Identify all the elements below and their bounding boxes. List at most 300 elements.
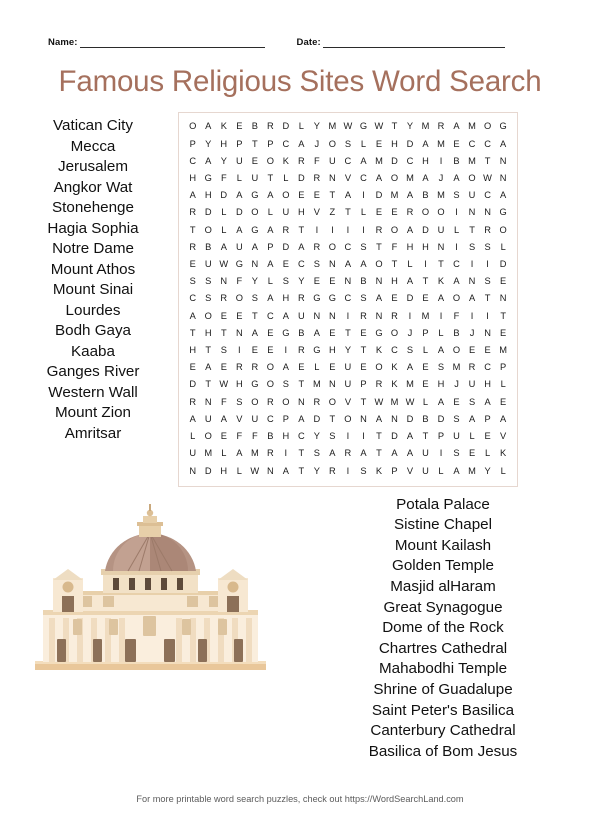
letter-cell[interactable]: E <box>236 310 243 321</box>
letter-cell[interactable]: E <box>422 293 429 304</box>
letter-cell[interactable]: A <box>189 310 196 321</box>
letter-cell[interactable]: U <box>344 379 352 390</box>
letter-cell[interactable]: L <box>484 448 491 459</box>
letter-cell[interactable]: B <box>453 155 460 166</box>
letter-cell[interactable]: M <box>390 190 399 201</box>
letter-cell[interactable]: L <box>500 379 506 390</box>
letter-cell[interactable]: A <box>298 241 305 252</box>
letter-cell[interactable]: T <box>205 379 212 390</box>
letter-cell[interactable]: E <box>484 431 491 442</box>
letter-cell[interactable]: V <box>406 465 414 476</box>
letter-cell[interactable]: H <box>204 327 212 338</box>
letter-cell[interactable]: E <box>251 155 258 166</box>
letter-cell[interactable]: C <box>484 190 491 201</box>
letter-cell[interactable]: D <box>204 207 212 218</box>
letter-cell[interactable]: I <box>346 431 350 442</box>
letter-cell[interactable]: A <box>406 448 414 459</box>
letter-cell[interactable]: N <box>329 259 336 270</box>
letter-cell[interactable]: N <box>220 276 228 287</box>
letter-cell[interactable]: R <box>360 310 367 321</box>
letter-cell[interactable]: A <box>391 448 398 459</box>
letter-cell[interactable]: S <box>360 293 367 304</box>
letter-cell[interactable]: O <box>499 224 507 235</box>
letter-cell[interactable]: S <box>205 276 212 287</box>
letter-cell[interactable]: U <box>282 207 290 218</box>
letter-cell[interactable]: S <box>251 293 258 304</box>
letter-cell[interactable]: E <box>422 379 429 390</box>
letter-cell[interactable]: A <box>500 138 507 149</box>
letter-cell[interactable]: Y <box>220 155 227 166</box>
letter-cell[interactable]: H <box>422 155 429 166</box>
letter-cell[interactable]: L <box>267 276 273 287</box>
letter-cell[interactable]: E <box>313 276 320 287</box>
letter-cell[interactable]: O <box>251 396 259 407</box>
letter-cell[interactable]: N <box>360 413 367 424</box>
letter-cell[interactable]: L <box>360 207 367 218</box>
letter-cell[interactable]: J <box>314 138 320 149</box>
letter-cell[interactable]: S <box>484 241 491 252</box>
letter-cell[interactable]: F <box>236 276 243 287</box>
letter-cell[interactable]: L <box>267 207 273 218</box>
letter-cell[interactable]: T <box>376 448 382 459</box>
letter-cell[interactable]: T <box>267 173 274 184</box>
letter-cell[interactable]: R <box>375 379 383 390</box>
letter-cell[interactable]: A <box>468 293 476 304</box>
letter-cell[interactable]: O <box>452 345 461 356</box>
letter-cell[interactable]: S <box>220 345 227 356</box>
letter-cell[interactable]: J <box>454 379 459 390</box>
letter-cell[interactable]: U <box>422 465 429 476</box>
letter-cell[interactable]: U <box>298 310 305 321</box>
date-field[interactable] <box>297 36 505 48</box>
letter-cell[interactable]: L <box>407 259 413 270</box>
letter-cell[interactable]: I <box>439 310 443 321</box>
letter-cell[interactable]: Z <box>329 207 336 218</box>
letter-cell[interactable]: C <box>298 431 305 442</box>
letter-cell[interactable]: G <box>375 327 383 338</box>
letter-cell[interactable]: S <box>484 276 491 287</box>
letter-cell[interactable]: A <box>329 448 336 459</box>
letter-cell[interactable]: A <box>453 121 460 132</box>
letter-cell[interactable]: O <box>437 207 445 218</box>
letter-cell[interactable]: O <box>452 293 461 304</box>
letter-cell[interactable]: A <box>375 293 383 304</box>
letter-cell[interactable]: A <box>406 224 414 235</box>
letter-cell[interactable]: E <box>360 362 367 373</box>
letter-cell[interactable]: D <box>313 413 321 424</box>
letter-cell[interactable]: F <box>220 173 227 184</box>
letter-cell[interactable]: H <box>484 379 491 390</box>
letter-cell[interactable]: A <box>484 396 491 407</box>
letter-cell[interactable]: M <box>406 173 414 184</box>
letter-cell[interactable]: H <box>391 276 398 287</box>
letter-cell[interactable]: L <box>360 138 367 149</box>
letter-cell[interactable]: O <box>375 259 383 270</box>
letter-cell[interactable]: A <box>375 413 383 424</box>
letter-cell[interactable]: N <box>329 173 336 184</box>
letter-cell[interactable]: K <box>375 465 383 476</box>
letter-cell[interactable]: T <box>298 465 305 476</box>
letter-cell[interactable]: L <box>283 173 289 184</box>
letter-cell[interactable]: W <box>374 396 384 407</box>
letter-cell[interactable]: U <box>251 173 259 184</box>
letter-cell[interactable]: E <box>298 190 305 201</box>
letter-cell[interactable]: I <box>439 155 443 166</box>
letter-cell[interactable]: R <box>266 396 274 407</box>
letter-cell[interactable]: I <box>408 310 412 321</box>
letter-cell[interactable]: T <box>360 345 367 356</box>
letter-cell[interactable]: M <box>421 310 430 321</box>
letter-cell[interactable]: R <box>406 207 414 218</box>
letter-cell[interactable]: A <box>375 173 383 184</box>
letter-cell[interactable]: C <box>484 138 491 149</box>
letter-cell[interactable]: Y <box>251 276 258 287</box>
letter-cell[interactable]: Y <box>298 276 305 287</box>
letter-cell[interactable]: L <box>438 465 444 476</box>
letter-cell[interactable]: E <box>360 327 367 338</box>
letter-cell[interactable]: N <box>344 276 352 287</box>
letter-cell[interactable]: S <box>468 396 476 407</box>
letter-cell[interactable]: T <box>298 448 305 459</box>
letter-cell[interactable]: E <box>375 207 383 218</box>
letter-cell[interactable]: G <box>359 121 368 132</box>
letter-cell[interactable]: F <box>391 241 398 252</box>
letter-cell[interactable]: N <box>375 276 383 287</box>
letter-cell[interactable]: H <box>235 379 243 390</box>
letter-cell[interactable]: E <box>500 396 507 407</box>
letter-cell[interactable]: L <box>190 431 196 442</box>
letter-cell[interactable]: S <box>313 448 320 459</box>
letter-cell[interactable]: T <box>189 327 196 338</box>
letter-cell[interactable]: W <box>219 259 229 270</box>
letter-cell[interactable]: A <box>220 413 227 424</box>
letter-cell[interactable]: M <box>204 448 213 459</box>
letter-cell[interactable]: A <box>251 241 258 252</box>
letter-cell[interactable]: T <box>251 138 258 149</box>
letter-cell[interactable]: G <box>313 293 321 304</box>
letter-cell[interactable]: C <box>189 293 197 304</box>
letter-cell[interactable]: J <box>438 173 444 184</box>
letter-cell[interactable]: D <box>406 138 414 149</box>
letter-cell[interactable]: M <box>452 362 461 373</box>
letter-cell[interactable]: D <box>499 259 507 270</box>
letter-cell[interactable]: N <box>484 207 491 218</box>
letter-cell[interactable]: I <box>486 259 489 270</box>
letter-cell[interactable]: O <box>266 362 274 373</box>
letter-cell[interactable]: I <box>362 431 365 442</box>
letter-cell[interactable]: T <box>438 259 444 270</box>
letter-cell[interactable]: O <box>204 431 212 442</box>
letter-cell[interactable]: C <box>344 155 352 166</box>
letter-cell[interactable]: E <box>391 293 398 304</box>
letter-cell[interactable]: E <box>329 327 336 338</box>
letter-cell[interactable]: L <box>469 431 475 442</box>
letter-cell[interactable]: N <box>391 413 398 424</box>
letter-cell[interactable]: O <box>251 207 259 218</box>
letter-cell[interactable]: N <box>235 327 243 338</box>
letter-cell[interactable]: M <box>421 121 430 132</box>
letter-cell[interactable]: Y <box>313 465 320 476</box>
letter-cell[interactable]: S <box>360 241 367 252</box>
letter-cell[interactable]: R <box>468 362 476 373</box>
letter-cell[interactable]: R <box>298 345 305 356</box>
letter-cell[interactable]: H <box>391 138 398 149</box>
letter-cell[interactable]: R <box>251 362 259 373</box>
letter-cell[interactable]: R <box>298 155 305 166</box>
letter-cell[interactable]: R <box>375 224 383 235</box>
letter-cell[interactable]: A <box>220 241 227 252</box>
letter-cell[interactable]: A <box>251 327 258 338</box>
letter-cell[interactable]: S <box>189 276 196 287</box>
letter-cell[interactable]: S <box>205 293 212 304</box>
letter-cell[interactable]: O <box>344 413 352 424</box>
letter-cell[interactable]: A <box>267 224 274 235</box>
letter-cell[interactable]: D <box>406 293 414 304</box>
letter-cell[interactable]: C <box>189 155 197 166</box>
letter-cell[interactable]: I <box>238 345 241 356</box>
letter-cell[interactable]: D <box>375 190 383 201</box>
letter-cell[interactable]: U <box>189 448 197 459</box>
letter-cell[interactable]: H <box>282 431 290 442</box>
letter-cell[interactable]: B <box>422 190 429 201</box>
letter-cell[interactable]: T <box>298 224 305 235</box>
letter-cell[interactable]: M <box>250 448 259 459</box>
letter-cell[interactable]: T <box>500 310 506 321</box>
letter-cell[interactable]: N <box>499 293 507 304</box>
letter-cell[interactable]: P <box>500 362 507 373</box>
letter-cell[interactable]: H <box>329 345 336 356</box>
letter-cell[interactable]: L <box>314 362 320 373</box>
letter-cell[interactable]: L <box>221 207 227 218</box>
letter-cell[interactable]: O <box>282 190 290 201</box>
letter-cell[interactable]: G <box>282 327 290 338</box>
letter-cell[interactable]: J <box>407 327 413 338</box>
letter-cell[interactable]: V <box>344 173 352 184</box>
letter-cell[interactable]: M <box>437 190 445 201</box>
letter-cell[interactable]: D <box>437 413 445 424</box>
letter-cell[interactable]: T <box>345 327 351 338</box>
letter-cell[interactable]: N <box>468 276 476 287</box>
letter-cell[interactable]: L <box>500 465 506 476</box>
letter-cell[interactable]: I <box>470 310 474 321</box>
letter-cell[interactable]: O <box>328 241 337 252</box>
letter-cell[interactable]: E <box>468 448 476 459</box>
letter-cell[interactable]: N <box>468 207 476 218</box>
letter-cell[interactable]: T <box>189 224 196 235</box>
letter-cell[interactable]: O <box>390 224 399 235</box>
letter-cell[interactable]: V <box>344 396 352 407</box>
letter-cell[interactable]: P <box>484 413 491 424</box>
letter-cell[interactable]: S <box>406 345 414 356</box>
letter-cell[interactable]: B <box>298 327 305 338</box>
letter-cell[interactable]: I <box>470 259 474 270</box>
letter-cell[interactable]: H <box>422 241 429 252</box>
letter-cell[interactable]: D <box>189 379 197 390</box>
letter-cell[interactable]: C <box>484 362 491 373</box>
letter-cell[interactable]: K <box>391 379 398 390</box>
letter-cell[interactable]: D <box>204 465 212 476</box>
letter-cell[interactable]: M <box>468 121 476 132</box>
letter-cell[interactable]: O <box>468 173 476 184</box>
letter-cell[interactable]: H <box>298 207 305 218</box>
letter-cell[interactable]: S <box>329 431 336 442</box>
letter-cell[interactable]: E <box>391 207 398 218</box>
letter-cell[interactable]: N <box>251 259 259 270</box>
letter-cell[interactable]: R <box>266 121 274 132</box>
letter-cell[interactable]: V <box>236 413 243 424</box>
letter-cell[interactable]: T <box>298 379 305 390</box>
letter-cell[interactable]: I <box>486 310 489 321</box>
letter-cell[interactable]: E <box>313 190 320 201</box>
letter-cell[interactable]: E <box>267 327 274 338</box>
letter-cell[interactable]: A <box>282 310 289 321</box>
letter-cell[interactable]: S <box>453 413 460 424</box>
letter-cell[interactable]: I <box>455 207 458 218</box>
letter-cell[interactable]: I <box>331 224 334 235</box>
letter-cell[interactable]: R <box>313 173 321 184</box>
letter-cell[interactable]: O <box>390 173 399 184</box>
letter-cell[interactable]: A <box>344 190 352 201</box>
letter-cell[interactable]: G <box>499 207 507 218</box>
letter-cell[interactable]: H <box>282 293 290 304</box>
letter-cell[interactable]: E <box>189 362 196 373</box>
letter-cell[interactable]: A <box>453 465 460 476</box>
letter-cell[interactable]: L <box>500 241 506 252</box>
letter-cell[interactable]: A <box>267 190 274 201</box>
letter-cell[interactable]: Y <box>205 138 212 149</box>
letter-cell[interactable]: T <box>251 310 258 321</box>
letter-cell[interactable]: L <box>298 121 304 132</box>
letter-cell[interactable]: L <box>236 173 242 184</box>
letter-cell[interactable]: A <box>313 327 320 338</box>
letter-cell[interactable]: Y <box>313 431 320 442</box>
letter-cell[interactable]: I <box>315 224 319 235</box>
letter-cell[interactable]: N <box>313 310 321 321</box>
letter-cell[interactable]: T <box>376 241 382 252</box>
letter-cell[interactable]: O <box>483 121 492 132</box>
letter-cell[interactable]: A <box>205 155 212 166</box>
letter-cell[interactable]: E <box>375 138 383 149</box>
letter-cell[interactable]: C <box>406 155 414 166</box>
letter-cell[interactable]: T <box>360 396 367 407</box>
letter-cell[interactable]: I <box>455 241 458 252</box>
letter-cell[interactable]: H <box>189 345 197 356</box>
letter-cell[interactable]: T <box>484 155 491 166</box>
letter-cell[interactable]: S <box>360 465 367 476</box>
letter-cell[interactable]: C <box>391 345 398 356</box>
letter-cell[interactable]: I <box>362 190 365 201</box>
letter-cell[interactable]: B <box>422 413 429 424</box>
letter-cell[interactable]: A <box>205 121 212 132</box>
letter-cell[interactable]: L <box>422 345 429 356</box>
letter-cell[interactable]: E <box>251 345 258 356</box>
letter-cell[interactable]: A <box>437 345 445 356</box>
letter-cell[interactable]: H <box>220 138 228 149</box>
letter-cell[interactable]: T <box>205 345 212 356</box>
letter-cell[interactable]: E <box>220 362 227 373</box>
letter-cell[interactable]: S <box>453 448 460 459</box>
letter-cell[interactable]: I <box>346 465 350 476</box>
letter-cell[interactable]: D <box>282 121 290 132</box>
letter-cell[interactable]: O <box>282 396 290 407</box>
letter-cell[interactable]: I <box>362 224 365 235</box>
letter-cell[interactable]: E <box>453 396 460 407</box>
letter-cell[interactable]: P <box>422 327 429 338</box>
letter-cell[interactable]: O <box>328 138 337 149</box>
letter-cell[interactable]: A <box>298 413 305 424</box>
letter-cell[interactable]: A <box>406 362 414 373</box>
letter-cell[interactable]: M <box>390 396 399 407</box>
letter-cell[interactable]: I <box>346 310 350 321</box>
letter-cell[interactable]: U <box>235 241 243 252</box>
name-field[interactable] <box>48 36 265 48</box>
letter-cell[interactable]: P <box>437 431 445 442</box>
letter-cell[interactable]: I <box>424 259 427 270</box>
letter-cell[interactable]: K <box>437 276 445 287</box>
letter-cell[interactable]: E <box>282 259 289 270</box>
letter-cell[interactable]: N <box>204 396 212 407</box>
letter-cell[interactable]: O <box>204 224 212 235</box>
letter-cell[interactable]: G <box>204 173 212 184</box>
letter-cell[interactable]: N <box>499 173 507 184</box>
letter-cell[interactable]: C <box>360 173 367 184</box>
letter-cell[interactable]: O <box>328 396 337 407</box>
letter-cell[interactable]: U <box>251 413 259 424</box>
letter-cell[interactable]: F <box>251 431 258 442</box>
letter-cell[interactable]: N <box>189 465 197 476</box>
letter-cell[interactable]: E <box>422 362 429 373</box>
letter-cell[interactable]: A <box>267 293 274 304</box>
letter-cell[interactable]: P <box>189 138 196 149</box>
letter-cell[interactable]: A <box>282 465 289 476</box>
letter-cell[interactable]: D <box>391 155 398 166</box>
letter-cell[interactable]: N <box>329 379 336 390</box>
letter-cell[interactable]: D <box>406 413 414 424</box>
letter-cell[interactable]: E <box>453 138 460 149</box>
letter-cell[interactable]: H <box>204 190 212 201</box>
letter-cell[interactable]: A <box>437 293 445 304</box>
letter-cell[interactable]: I <box>284 448 288 459</box>
letter-cell[interactable]: O <box>189 121 197 132</box>
letter-cell[interactable]: T <box>376 431 382 442</box>
letter-cell[interactable]: E <box>236 121 243 132</box>
letter-cell[interactable]: I <box>439 448 443 459</box>
letter-cell[interactable]: T <box>329 190 336 201</box>
letter-cell[interactable]: W <box>405 396 415 407</box>
letter-cell[interactable]: E <box>329 362 336 373</box>
letter-cell[interactable]: D <box>220 190 228 201</box>
letter-cell[interactable]: K <box>282 155 289 166</box>
letter-cell[interactable]: T <box>469 224 475 235</box>
letter-cell[interactable]: A <box>468 413 476 424</box>
letter-cell[interactable]: N <box>375 310 383 321</box>
letter-cell[interactable]: C <box>298 259 305 270</box>
letter-cell[interactable]: E <box>468 345 476 356</box>
letter-cell[interactable]: A <box>406 276 414 287</box>
letter-cell[interactable]: S <box>236 396 243 407</box>
letter-cell[interactable]: S <box>313 259 320 270</box>
letter-cell[interactable]: D <box>391 431 398 442</box>
letter-cell[interactable]: P <box>391 465 398 476</box>
letter-cell[interactable]: A <box>360 448 367 459</box>
letter-cell[interactable]: K <box>220 121 227 132</box>
letter-cell[interactable]: U <box>422 448 429 459</box>
letter-cell[interactable]: S <box>453 190 460 201</box>
letter-cell[interactable]: U <box>235 155 243 166</box>
letter-cell[interactable]: R <box>313 396 321 407</box>
letter-cell[interactable]: O <box>266 155 274 166</box>
name-input-line[interactable] <box>80 36 265 48</box>
